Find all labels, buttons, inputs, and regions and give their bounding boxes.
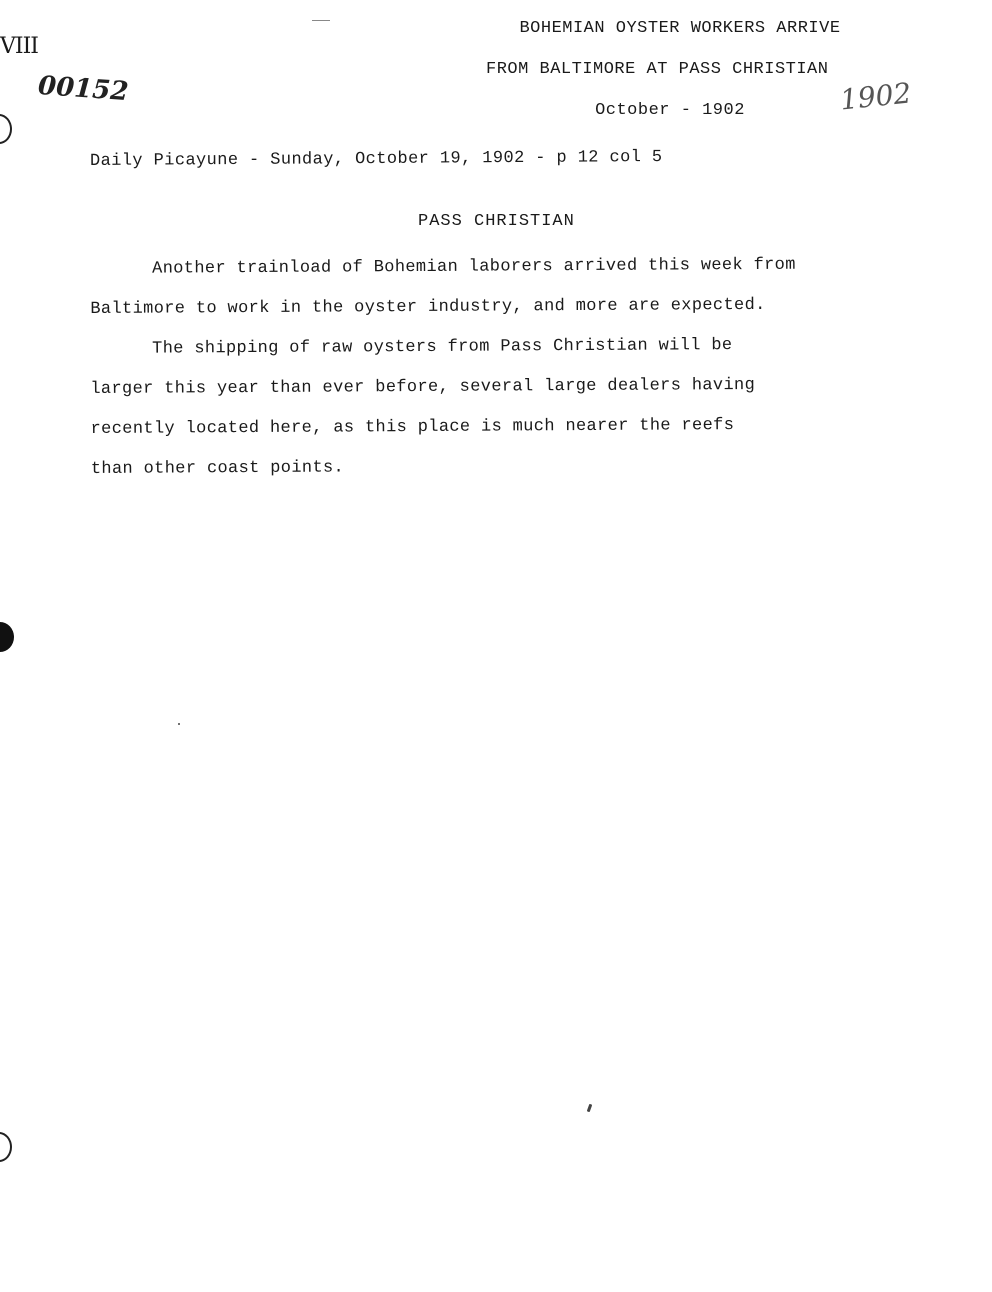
text-line: recently located here, as this place is much nearer the reefs — [90, 416, 735, 439]
text-line: The shipping of raw oysters from Pass Christian will be — [152, 336, 733, 359]
header-title-line-2: FROM BALTIMORE AT PASS CHRISTIAN — [486, 60, 829, 79]
punch-hole-top — [0, 114, 12, 144]
text-line: Baltimore to work in the oyster industry, and more are expected. — [90, 295, 766, 319]
document-header — [470, 8, 890, 131]
article-body — [90, 250, 910, 490]
header-date: October - 1902 — [595, 101, 745, 120]
paper-speck — [178, 723, 180, 725]
text-line: larger this year than ever before, several large dealers having — [90, 375, 756, 399]
stray-mark — [312, 20, 330, 21]
handwritten-year: 1902 — [838, 76, 913, 117]
header-title-line-1: BOHEMIAN OYSTER WORKERS ARRIVE — [519, 19, 841, 38]
paper-speck — [587, 1104, 593, 1113]
punch-hole-middle — [0, 622, 14, 652]
top-left-mark: VIII — [0, 34, 38, 59]
text-line: Another trainload of Bohemian laborers arrived this week from — [152, 255, 796, 279]
text-line: than other coast points. — [90, 458, 345, 479]
punch-hole-bottom — [0, 1132, 12, 1162]
paragraph — [90, 325, 911, 490]
source-citation: Daily Picayune - Sunday, October 19, 1902 - p 12 col 5 — [89, 148, 663, 171]
document-number: 00152 — [37, 70, 130, 108]
article-heading: PASS CHRISTIAN — [418, 212, 575, 231]
paragraph — [90, 245, 910, 330]
